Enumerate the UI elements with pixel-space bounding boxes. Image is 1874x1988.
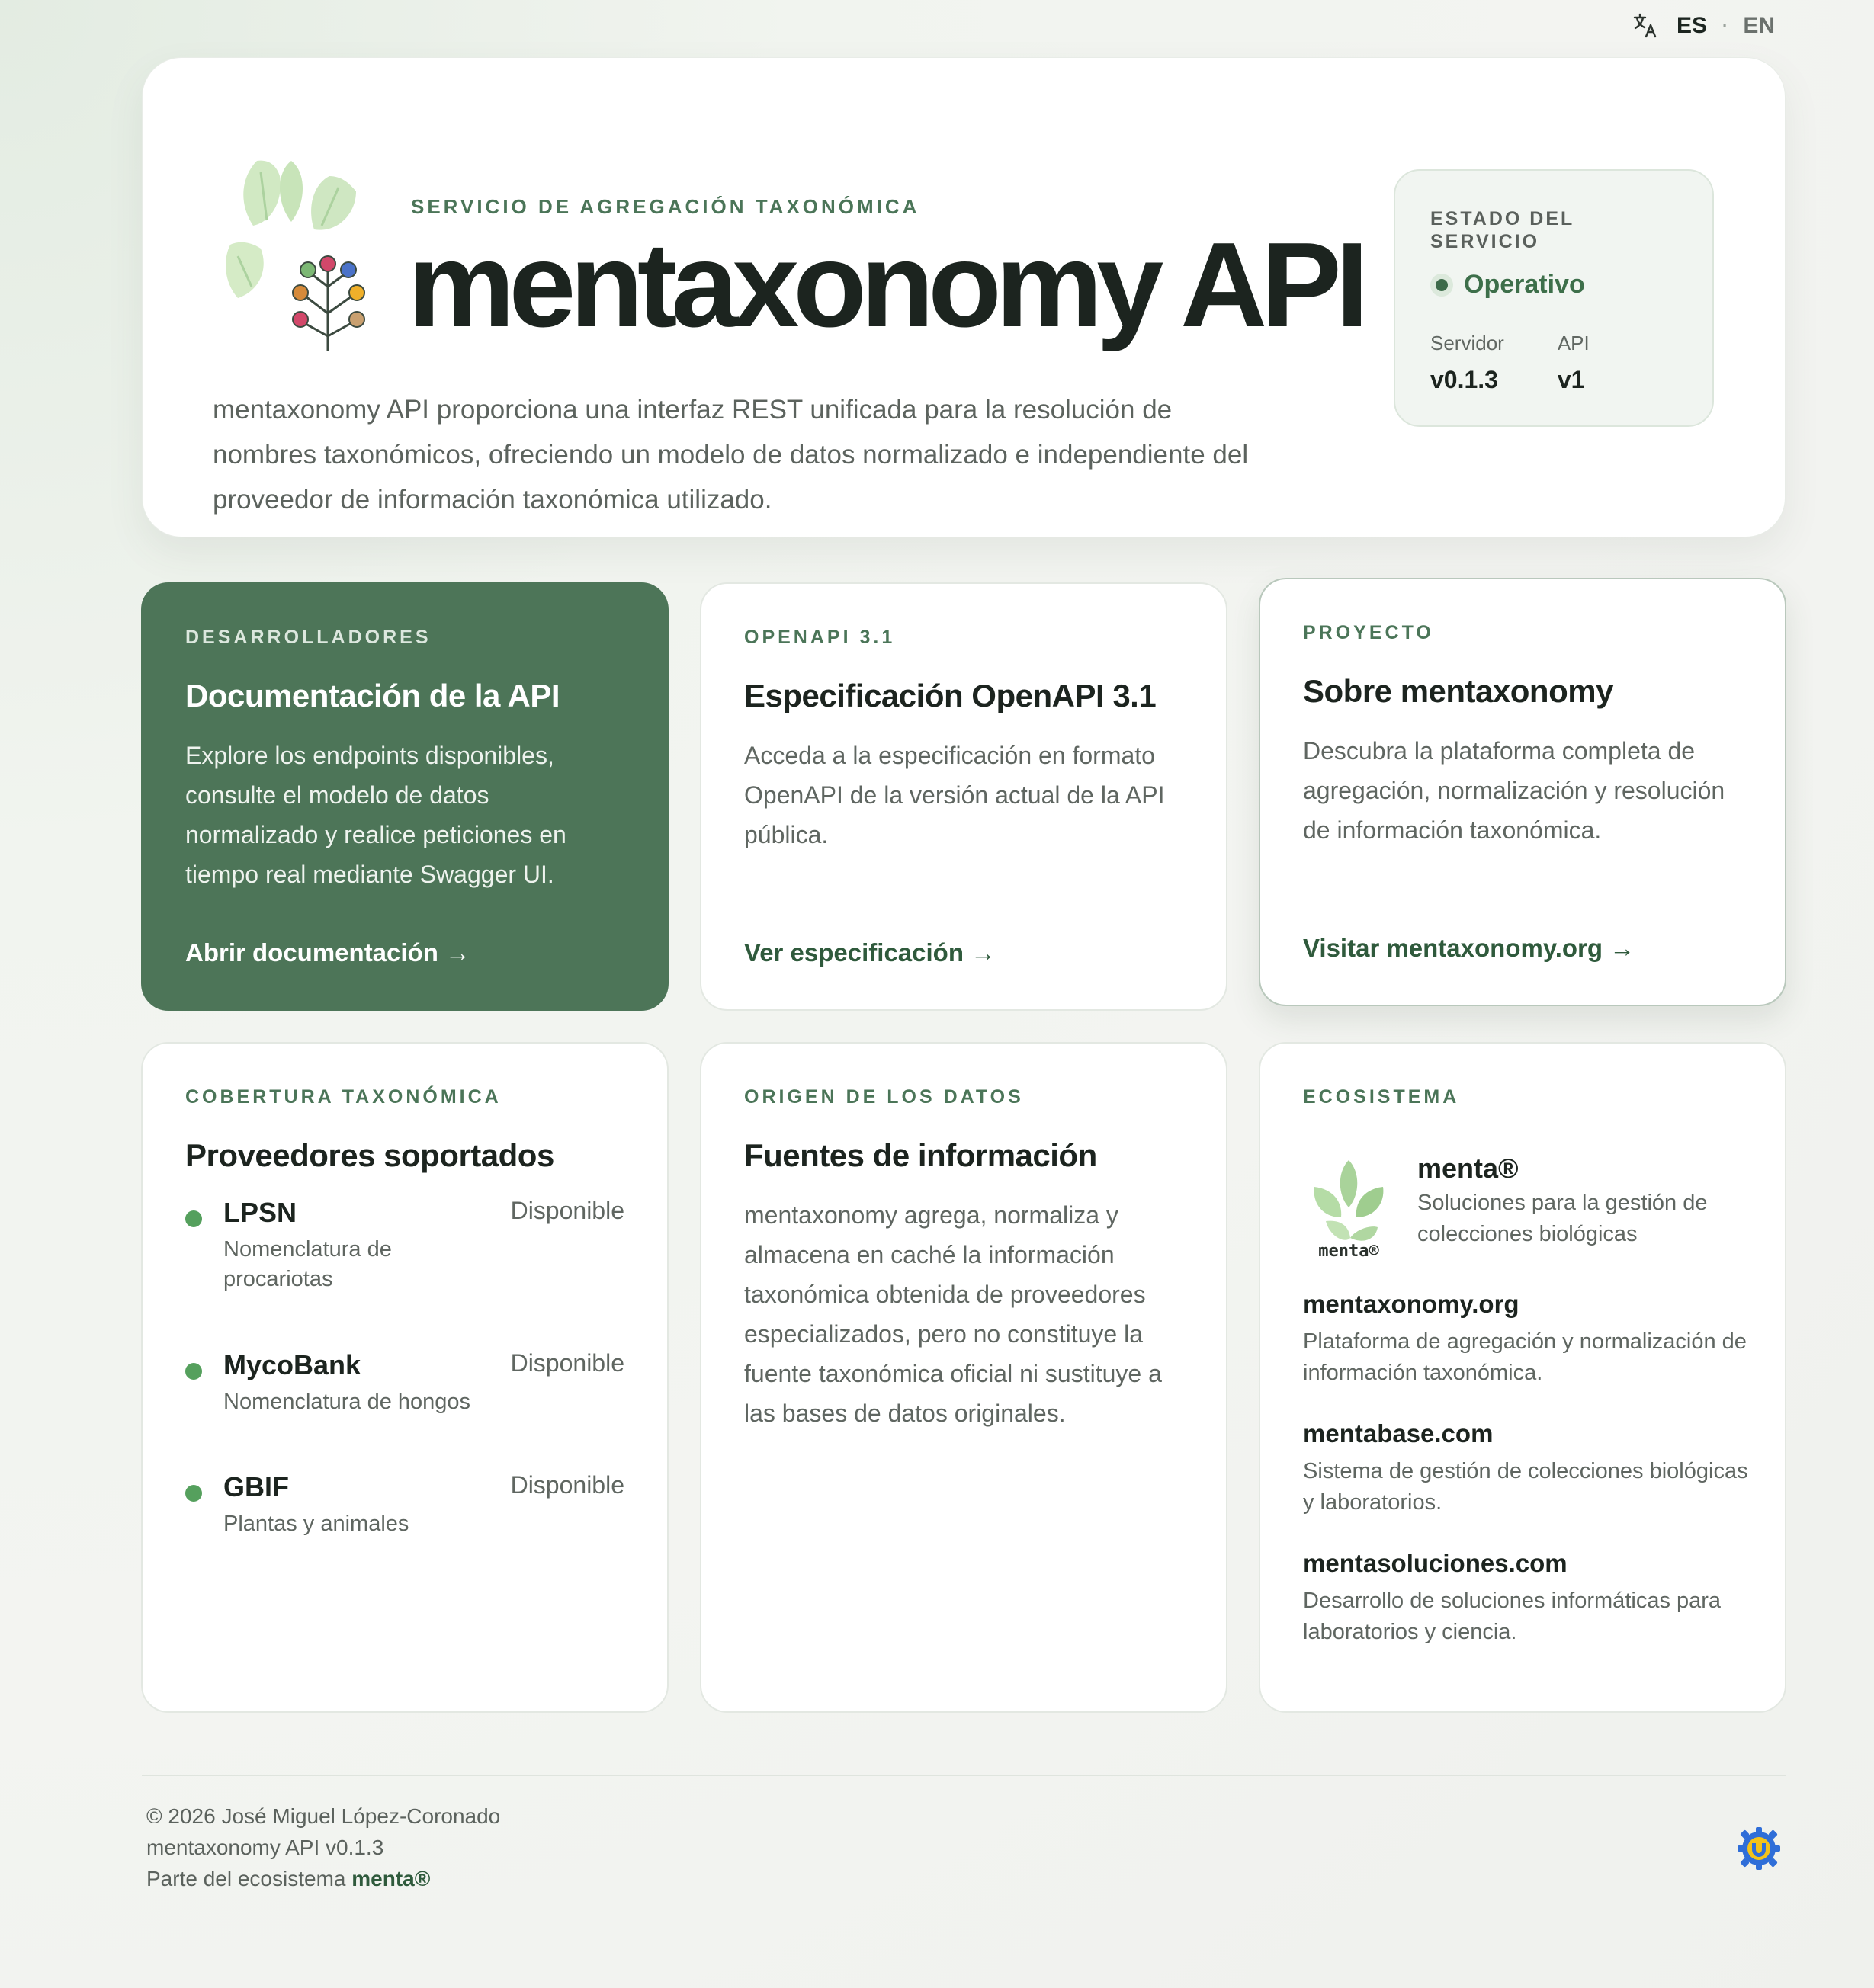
provider-item <box>185 1471 624 1593</box>
menta-logo <box>1303 1153 1394 1259</box>
menta-logo-text: menta® <box>1318 1242 1379 1259</box>
mint-leaf-tree-logo <box>215 130 379 351</box>
server-version <box>1430 332 1504 394</box>
spec-description: Acceda a la especificación en formato OpenAPI de la versión actual de la API pública. <box>744 742 1165 848</box>
ecosystem-item-mentasoluciones[interactable] <box>1303 1549 1742 1648</box>
status-dot-icon <box>1430 274 1453 297</box>
api-version <box>1558 332 1590 394</box>
page-title: mentaxonomy API <box>408 218 1363 352</box>
docs-eyebrow: DESARROLLADORES <box>185 627 432 648</box>
lang-es-option[interactable]: ES <box>1676 13 1707 38</box>
provider-name: GBIF <box>223 1471 289 1502</box>
status-bullet-icon <box>185 1363 202 1380</box>
hero-description: mentaxonomy API proporciona una interfaz REST unificada para la resolución de nombres taxonómicos, ofreciendo un modelo de datos normalizado e independiente del proveedor de información taxonómica utilizado. <box>213 395 1249 515</box>
ecosystem-item-description: Plataforma de agregación y normalización de información taxonómica. <box>1303 1329 1747 1385</box>
providers-list <box>185 1197 624 1593</box>
footer-copyright: © 2026 José Miguel López-Coronado <box>146 1804 501 1828</box>
provider-item <box>185 1197 624 1349</box>
sources-title: Fuentes de información <box>744 1137 1097 1173</box>
status-versions <box>1430 332 1677 394</box>
footer <box>146 1800 500 1894</box>
spec-eyebrow: OPENAPI 3.1 <box>744 627 896 648</box>
open-docs-link[interactable]: Abrir documentación → <box>185 938 471 967</box>
gear-badge-icon[interactable] <box>1735 1825 1783 1872</box>
footer-ecosystem <box>146 1863 500 1894</box>
provider-description: Nomenclatura de procariotas <box>223 1237 392 1291</box>
ecosystem-item-name[interactable]: mentabase.com <box>1303 1419 1494 1448</box>
providers-title: Proveedores soportados <box>185 1137 554 1173</box>
spec-card[interactable] <box>700 582 1227 1011</box>
footer-version: mentaxonomy API v0.1.3 <box>146 1836 384 1859</box>
docs-card[interactable] <box>141 582 669 1011</box>
footer-brand-link[interactable]: menta® <box>351 1867 431 1890</box>
lang-separator: · <box>1722 16 1728 35</box>
sources-description: mentaxonomy agrega, normaliza y almacena en caché la información taxonómica obtenida de proveedores especializados, pero no constituye la fuente taxonómica oficial ni sustituye a las bases de datos originales. <box>744 1201 1162 1427</box>
server-label: Servidor <box>1430 332 1504 354</box>
visit-site-link[interactable]: Visitar mentaxonomy.org → <box>1303 934 1635 962</box>
sources-card <box>700 1042 1227 1713</box>
menta-brand-text <box>1417 1153 1742 1259</box>
about-description: Descubra la plataforma completa de agregación, normalización y resolución de información taxonómica. <box>1303 737 1725 844</box>
ecosystem-item-description: Desarrollo de soluciones informáticas para laboratorios y ciencia. <box>1303 1589 1722 1644</box>
provider-name: MycoBank <box>223 1349 361 1380</box>
api-label: API <box>1557 332 1590 354</box>
status-text: Operativo <box>1464 270 1585 299</box>
providers-card <box>141 1042 669 1713</box>
provider-item <box>185 1349 624 1471</box>
status-state <box>1430 270 1677 300</box>
status-label: ESTADO DEL SERVICIO <box>1430 208 1574 252</box>
provider-state: Disponible <box>510 1349 624 1377</box>
sources-eyebrow: ORIGEN DE LOS DATOS <box>744 1086 1024 1108</box>
footer-part-of: Parte del ecosistema <box>146 1867 346 1890</box>
menta-brand[interactable] <box>1303 1153 1742 1259</box>
menta-brand-description: Soluciones para la gestión de colecciones biológicas <box>1417 1191 1708 1246</box>
ecosystem-eyebrow: ECOSISTEMA <box>1303 1086 1460 1108</box>
lang-en-option[interactable]: EN <box>1743 13 1775 38</box>
spec-title: Especificación OpenAPI 3.1 <box>744 678 1157 713</box>
hero-card <box>142 57 1786 537</box>
status-bullet-icon <box>185 1210 202 1227</box>
language-switch <box>1631 11 1775 41</box>
view-spec-link[interactable]: Ver especificación → <box>744 938 996 967</box>
ecosystem-item-description: Sistema de gestión de colecciones biológicas y laboratorios. <box>1303 1459 1748 1515</box>
service-status-panel <box>1394 169 1714 427</box>
ecosystem-item-mentabase[interactable] <box>1303 1419 1748 1518</box>
footer-divider <box>142 1775 1786 1776</box>
provider-description: Plantas y animales <box>223 1512 409 1536</box>
menta-brand-name: menta® <box>1417 1153 1519 1184</box>
api-value: v1 <box>1557 366 1585 393</box>
translate-icon <box>1631 11 1661 41</box>
docs-title: Documentación de la API <box>185 678 560 713</box>
provider-state: Disponible <box>510 1471 624 1499</box>
provider-name: LPSN <box>223 1197 297 1228</box>
provider-state: Disponible <box>510 1197 624 1224</box>
about-title: Sobre mentaxonomy <box>1303 673 1613 709</box>
server-value: v0.1.3 <box>1430 366 1498 393</box>
ecosystem-item-mentaxonomy[interactable] <box>1303 1290 1747 1389</box>
ecosystem-item-name[interactable]: mentaxonomy.org <box>1303 1290 1519 1318</box>
status-bullet-icon <box>185 1485 202 1502</box>
providers-eyebrow: COBERTURA TAXONÓMICA <box>185 1086 502 1108</box>
provider-description: Nomenclatura de hongos <box>223 1390 471 1414</box>
about-card[interactable] <box>1259 578 1786 1006</box>
about-eyebrow: PROYECTO <box>1303 622 1434 643</box>
hero-eyebrow: SERVICIO DE AGREGACIÓN TAXONÓMICA <box>411 195 920 218</box>
ecosystem-card <box>1259 1042 1786 1713</box>
ecosystem-item-name[interactable]: mentasoluciones.com <box>1303 1549 1568 1577</box>
docs-description: Explore los endpoints disponibles, consulte el modelo de datos normalizado y realice peticiones en tiempo real mediante Swagger UI. <box>185 742 566 888</box>
